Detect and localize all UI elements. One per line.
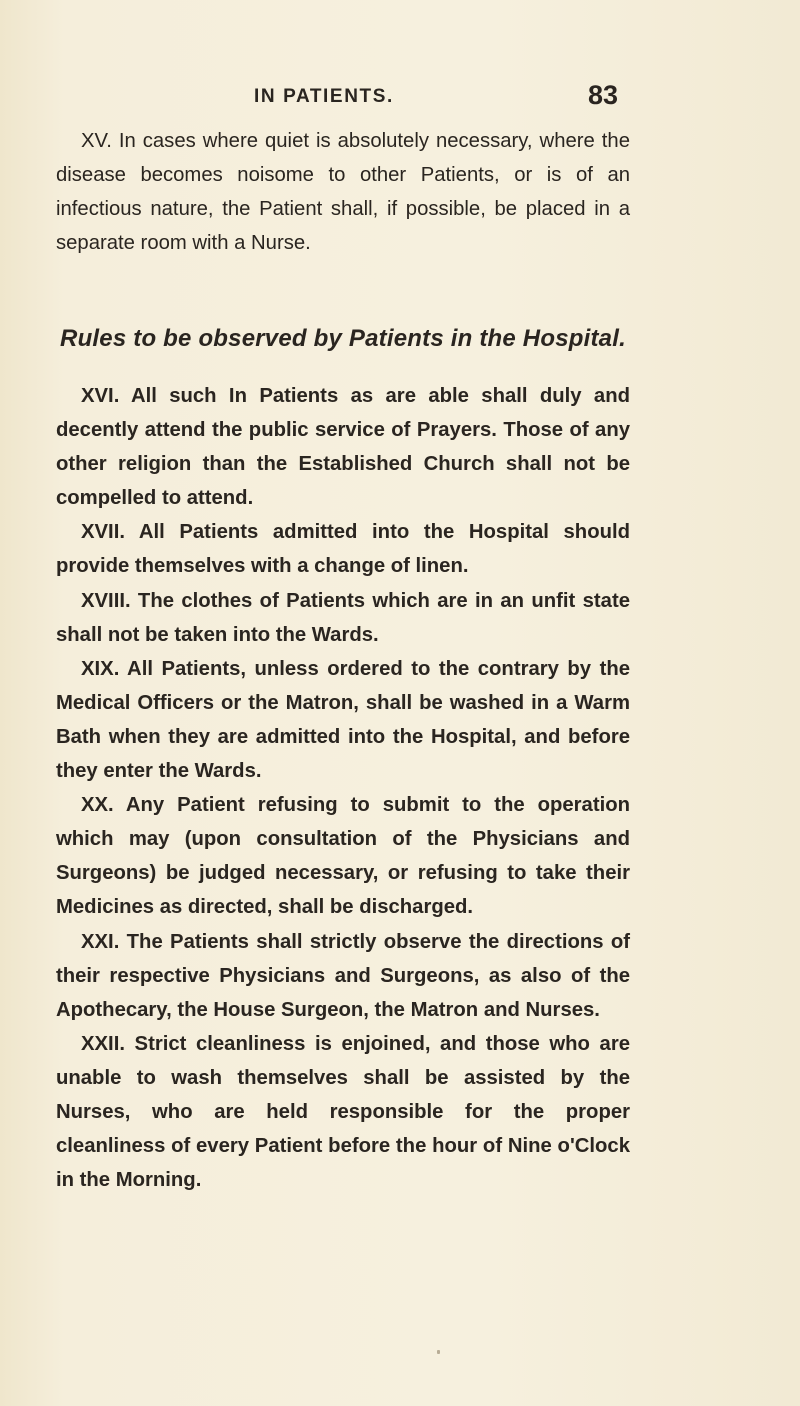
rule-xvi: XVI. All such In Patients as are able shall duly and decently attend the public service of Prayers. Those of any other religion than the Established Church shall not be compelled to attend. [56, 385, 630, 510]
rule-xx: XX. Any Patient refusing to submit to the operation which may (upon consultation of the Physicians and Surgeons) be judged necessary, or refusing to take their Medicines as directed, shall be discharged. [56, 794, 630, 919]
rules-list [56, 379, 630, 1197]
rule-xxi: XXI. The Patients shall strictly observe the directions of their respective Physicians and Surgeons, as also of the Apothecary, the House Surgeon, the Matron and Nurses. [56, 930, 630, 1021]
rule-xix: XIX. All Patients, unless ordered to the contrary by the Medical Officers or the Matron, shall be washed in a Warm Bath when they are admitted into the Hospital, and before they enter the Wards. [56, 657, 630, 783]
page-number: 83 [588, 80, 619, 110]
rule-xviii: XVIII. The clothes of Patients which are in an unfit state shall not be taken into the Wards. [56, 589, 630, 646]
rule-xv-text: XV. In cases where quiet is absolutely necessary, where the disease becomes noisome to other Patients, or is of an infectious nature, the Patient shall, if possible, be placed in a separate room with a Nurse. [56, 130, 630, 254]
rule-xxii: XXII. Strict cleanliness is enjoined, and those who are unable to wash themselves shall be assisted by the Nurses, who are held responsible for the proper cleanliness of every Patient before the hour of Nine o'Clock in the Morning. [56, 1032, 630, 1192]
rule-xvii: XVII. All Patients admitted into the Hospital should provide themselves with a change of linen. [56, 521, 630, 578]
paper-speck [437, 1350, 440, 1354]
rule-xv [56, 124, 630, 260]
section-heading: Rules to be observed by Patients in the Hospital. [60, 325, 626, 352]
running-head: IN PATIENTS. [254, 86, 394, 107]
